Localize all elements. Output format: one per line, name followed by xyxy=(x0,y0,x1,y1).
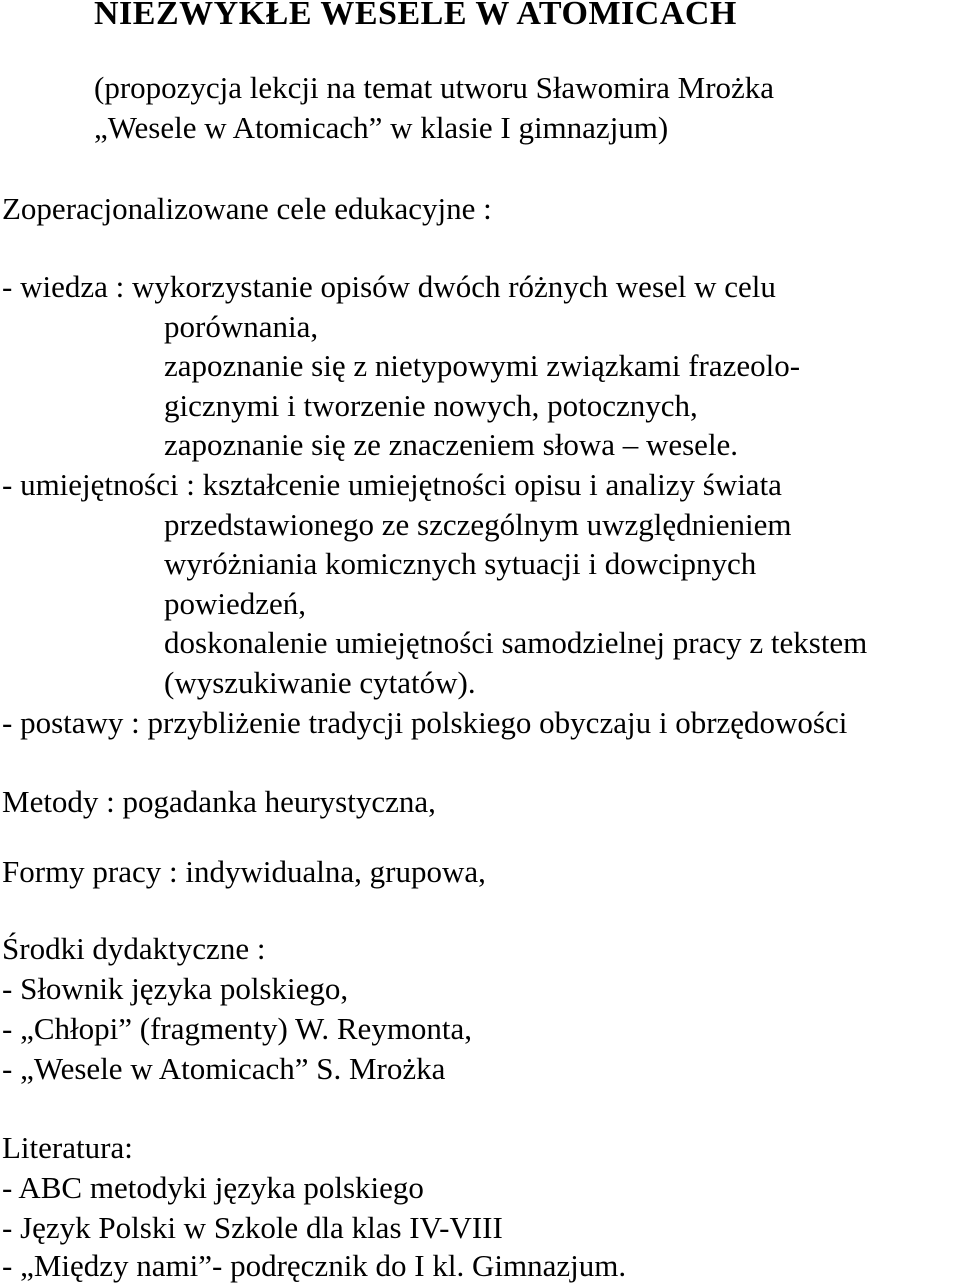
goal-knowledge-line-2: porównania, xyxy=(164,309,319,344)
goal-knowledge-line-1: - wiedza : wykorzystanie opisów dwóch różnych wesel w celu xyxy=(2,269,776,304)
literature-heading: Literatura: xyxy=(2,1130,133,1165)
goal-skills-line-1: - umiejętności : kształcenie umiejętności opisu i analizy świata xyxy=(2,467,782,502)
goal-skills-line-6: (wyszukiwanie cytatów). xyxy=(164,665,476,700)
goal-skills-line-5: doskonalenie umiejętności samodzielnej pracy z tekstem xyxy=(164,625,868,660)
document-title: NIEZWYKŁE WESELE W ATOMICACH xyxy=(94,0,737,32)
materials-heading: Środki dydaktyczne : xyxy=(2,931,266,966)
methods-line: Metody : pogadanka heurystyczna, xyxy=(2,784,436,819)
subtitle-line-2: „Wesele w Atomicach” w klasie I gimnazjum) xyxy=(94,110,669,145)
work-forms-line: Formy pracy : indywidualna, grupowa, xyxy=(2,854,486,889)
goal-knowledge-line-5: zapoznanie się ze znaczeniem słowa – wesele. xyxy=(164,427,739,462)
goal-skills-line-2: przedstawionego ze szczególnym uwzględnieniem xyxy=(164,507,792,542)
literature-item-1: - ABC metodyki języka polskiego xyxy=(2,1170,424,1205)
goal-knowledge-line-3: zapoznanie się z nietypowymi związkami frazeolo- xyxy=(164,348,801,383)
literature-item-2: - Język Polski w Szkole dla klas IV-VIII xyxy=(2,1210,503,1245)
materials-item-1: - Słownik języka polskiego, xyxy=(2,971,349,1006)
materials-item-2: - „Chłopi” (fragmenty) W. Reymonta, xyxy=(2,1011,473,1046)
materials-item-3: - „Wesele w Atomicach” S. Mrożka xyxy=(2,1051,446,1086)
goal-knowledge-line-4: gicznymi i tworzenie nowych, potocznych, xyxy=(164,388,698,423)
goal-skills-line-4: powiedzeń, xyxy=(164,586,307,621)
goal-skills-line-3: wyróżniania komicznych sytuacji i dowcipnych xyxy=(164,546,757,581)
goal-attitudes-line: - postawy : przybliżenie tradycji polskiego obyczaju i obrzędowości xyxy=(2,705,848,740)
literature-item-3: - „Między nami”- podręcznik do I kl. Gimnazjum. xyxy=(2,1248,627,1283)
goals-heading: Zoperacjonalizowane cele edukacyjne : xyxy=(2,191,492,226)
subtitle-line-1: (propozycja lekcji na temat utworu Sławomira Mrożka xyxy=(94,70,775,105)
